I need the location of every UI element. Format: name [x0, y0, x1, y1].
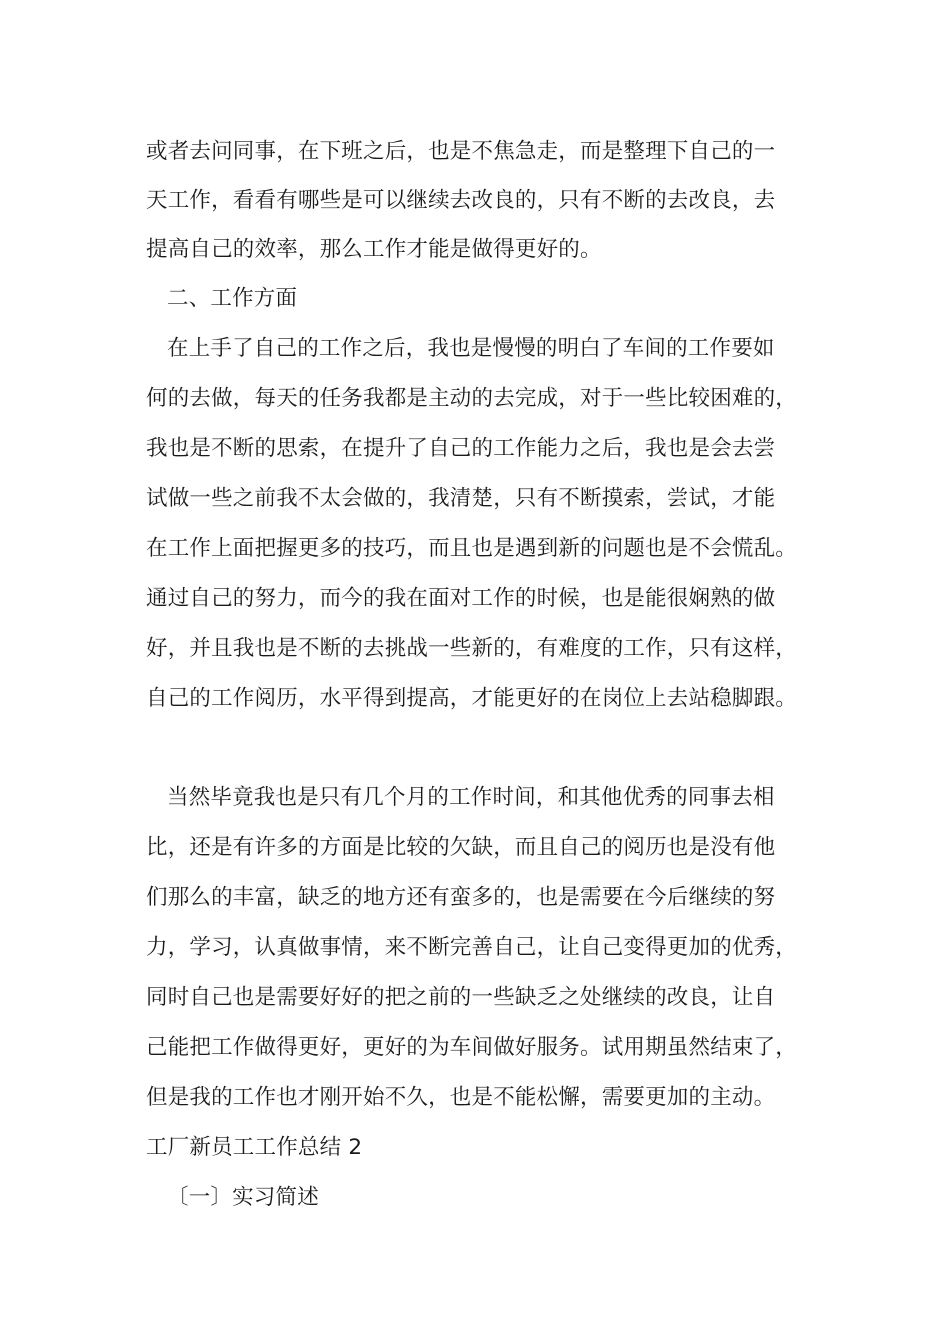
paragraph2-line-4: 试做一些之前我不太会做的，我清楚，只有不断摸索，尝试，才能 — [146, 486, 776, 511]
paragraph1-line-1: 或者去问同事，在下班之后，也是不焦急走，而是整理下自己的一 — [146, 139, 776, 164]
paragraph3-line-2: 比，还是有许多的方面是比较的欠缺，而且自己的阅历也是没有他 — [146, 835, 776, 860]
paragraph2-line-6: 通过自己的努力，而今的我在面对工作的时候，也是能很娴熟的做 — [146, 586, 776, 611]
paragraph2-line-8: 自己的工作阅历，水平得到提高，才能更好的在岗位上去站稳脚跟。 — [146, 686, 798, 711]
paragraph2-line-5: 在工作上面把握更多的技巧，而且也是遇到新的问题也是不会慌乱。 — [146, 536, 798, 561]
paragraph2-line-1: 在上手了自己的工作之后，我也是慢慢的明白了车间的工作要如 — [167, 336, 775, 361]
heading-work: 二、工作方面 — [167, 286, 298, 311]
paragraph1-line-3: 提高自己的效率，那么工作才能是做得更好的。 — [146, 237, 602, 262]
paragraph3-line-4: 力，学习，认真做事情，来不断完善自己，让自己变得更加的优秀， — [146, 935, 798, 960]
paragraph3-line-3: 们那么的丰富，缺乏的地方还有蛮多的，也是需要在今后继续的努 — [146, 885, 776, 910]
paragraph2-line-3: 我也是不断的思索，在提升了自己的工作能力之后，我也是会去尝 — [146, 436, 776, 461]
section-title: 工厂新员工工作总结 2 — [146, 1135, 363, 1160]
paragraph1-line-2: 天工作，看看有哪些是可以继续去改良的，只有不断的去改良，去 — [146, 188, 776, 213]
paragraph3-line-5: 同时自己也是需要好好的把之前的一些缺乏之处继续的改良，让自 — [146, 985, 776, 1010]
paragraph3-line-1: 当然毕竟我也是只有几个月的工作时间，和其他优秀的同事去相 — [167, 785, 775, 810]
paragraph3-line-7: 但是我的工作也才刚开始不久，也是不能松懈，需要更加的主动。 — [146, 1085, 776, 1110]
paragraph3-line-6: 己能把工作做得更好，更好的为车间做好服务。试用期虽然结束了， — [146, 1035, 798, 1060]
sub-heading: 〔一〕实习简述 — [167, 1185, 319, 1210]
paragraph2-line-2: 何的去做，每天的任务我都是主动的去完成，对于一些比较困难的， — [146, 386, 798, 411]
paragraph2-line-7: 好，并且我也是不断的去挑战一些新的，有难度的工作，只有这样， — [146, 636, 798, 661]
